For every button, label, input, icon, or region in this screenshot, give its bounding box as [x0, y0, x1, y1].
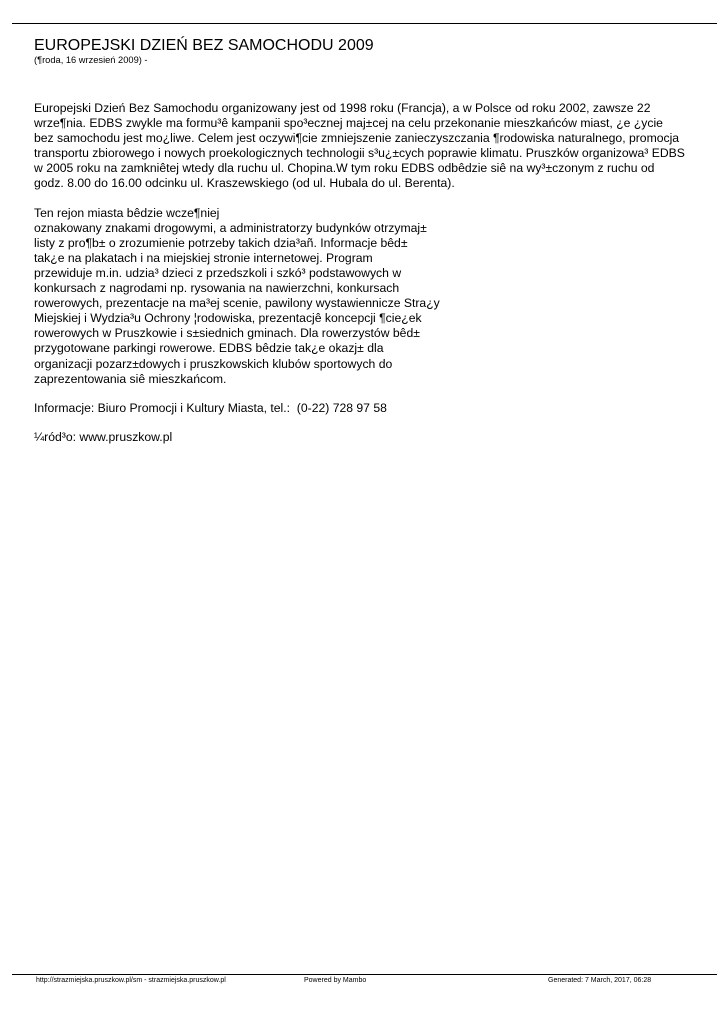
- contact-info: Informacje: Biuro Promocji i Kultury Miasta, tel.: (0-22) 728 97 58: [34, 400, 387, 415]
- text-line: w 2005 roku na zamkniêtej wtedy dla ruchu ul. Chopina.W tym roku EDBS odbêdzie siê na wy³±czonym z ruchu od: [34, 161, 655, 176]
- text-line: rowerowych w Pruszkowie i s±siednich gminach. Dla rowerzystów bêd±: [34, 326, 420, 341]
- text-line: przewiduje m.in. udzia³ dzieci z przedszkoli i szkó³ podstawowych w: [34, 265, 402, 280]
- footer-powered-by: Powered by Mambo: [304, 977, 367, 984]
- top-divider: [12, 23, 717, 24]
- text-line: przygotowane parkingi rowerowe. EDBS bêdzie tak¿e okazj± dla: [34, 341, 384, 356]
- paragraph-info: [34, 401, 706, 416]
- article-body: [34, 101, 706, 459]
- text-line: rowerowych, prezentacje na ma³ej scenie, pawilony wystawiennicze Stra¿y: [34, 296, 440, 311]
- text-line: godz. 8.00 do 16.00 odcinku ul. Kraszewskiego (od ul. Hubala do ul. Berenta).: [34, 176, 455, 191]
- text-line: Ten rejon miasta bêdzie wcze¶niej: [34, 205, 220, 220]
- text-line: Europejski Dzień Bez Samochodu organizowany jest od 1998 roku (Francja), a w Polsce od roku 2002, zawsze 22: [34, 101, 651, 115]
- source-info: ¼ród³o: www.pruszkow.pl: [34, 429, 173, 444]
- text-line: oznakowany znakami drogowymi, a administratorzy budynków otrzymaj±: [34, 220, 427, 235]
- text-line: bez samochodu jest mo¿liwe. Celem jest oczywi¶cie zmniejszenie zanieczyszczania ¶rodowiska naturalnego, promocja: [34, 131, 680, 146]
- text-line: wrze¶nia. EDBS zwykle ma formu³ê kampanii spo³ecznej maj±cej na celu przekonanie mieszkańców miast, ¿e ¿ycie: [34, 116, 663, 131]
- text-line: listy z pro¶b± o zrozumienie potrzeby takich dzia³añ. Informacje bêd±: [34, 235, 408, 250]
- text-line: Miejskiej i Wydzia³u Ochrony ¦rodowiska, prezentacjê koncepcji ¶cie¿ek: [34, 311, 422, 326]
- article-title: EUROPEJSKI DZIEŃ BEZ SAMOCHODU 2009: [34, 37, 374, 54]
- paragraph-source: [34, 430, 706, 445]
- paragraph-intro: [34, 101, 706, 192]
- bottom-divider: [12, 974, 717, 975]
- text-line: zaprezentowania siê mieszkańcom.: [34, 371, 227, 386]
- text-line: konkursach z nagrodami np. rysowania na nawierzchni, konkursach: [34, 281, 400, 296]
- article-date: (¶roda, 16 wrzesień 2009) -: [34, 55, 148, 65]
- paragraph-program: [34, 206, 706, 387]
- article-header: [34, 37, 704, 66]
- footer-generated-date: Generated: 7 March, 2017, 06:28: [548, 977, 652, 984]
- text-line: organizacji pozarz±dowych i pruszkowskich klubów sportowych do: [34, 356, 393, 371]
- text-line: transportu zbiorowego i nowych proekologicznych technologii s³u¿±cych poprawie klimatu. Pruszków organizowa³ EDBS: [34, 146, 685, 161]
- text-line: tak¿e na plakatach i na miejskiej stronie internetowej. Program: [34, 250, 373, 265]
- footer-url: http://strazmiejska.pruszkow.pl/sm - strazmiejska.pruszkow.pl: [36, 977, 226, 984]
